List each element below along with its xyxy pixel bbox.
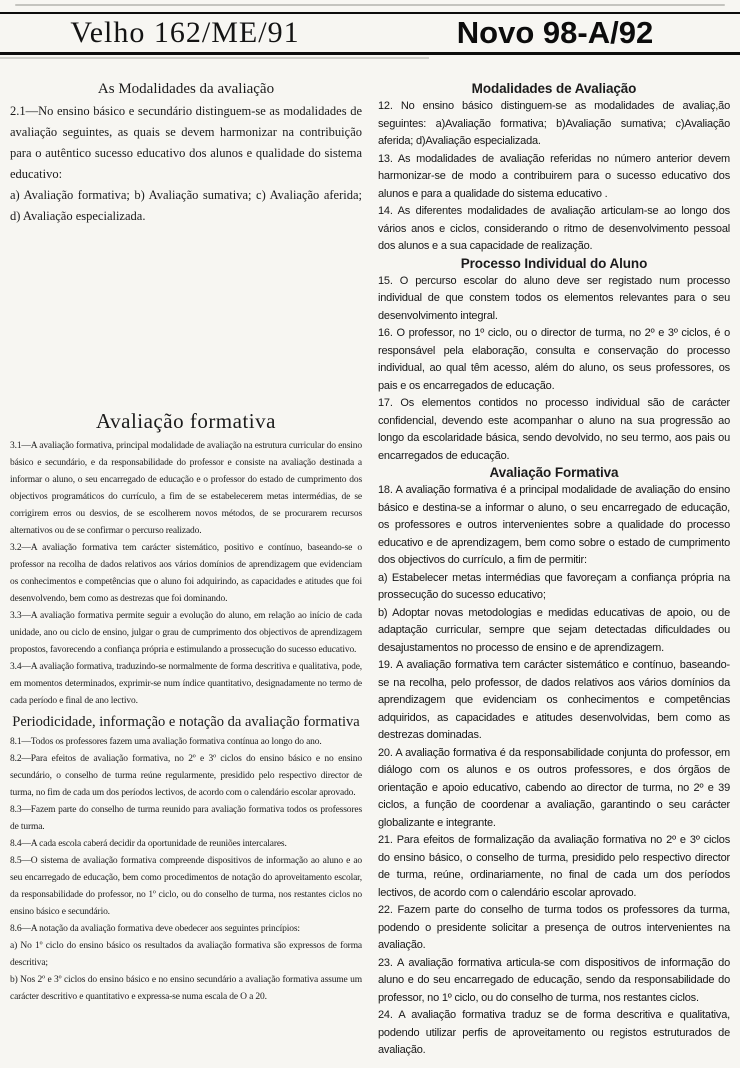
paragraph-2-1-alineas: a) Avaliação formativa; b) Avaliação sumativa; c) Avaliação aferida; d) Avaliação especializada. xyxy=(10,188,362,223)
old-regulation-column xyxy=(10,81,362,1060)
paragraph-3-1: 3.1—A avaliação formativa, principal modalidade de avaliação na estrutura curricular do ensino básico e secundário, e da responsabilidade do professor e consiste na avaliação destinada a informar o aluno, o seu encarregado de educação e o professor do estado de cumprimento dos objectivos programáticos do currículo, a fim de se estabelecerem metas intermédias, de se corrigirem erros ou desvios, de se escolherem novos métodos, de se procurarem recursos alternativos ou de se confirmar o percurso realizado. xyxy=(10,441,362,536)
paragraph-8-5: 8.5—O sistema de avaliação formativa compreende dispositivos de informação ao aluno e ao seu encarregado de educação, bem como procedimentos de notação do aproveitamento escolar, da responsabilidade do professor, no 1º ciclo, ou do conselho de turma, nos restantes ciclos no ensino básico e secundário. xyxy=(10,856,362,917)
paragraph-8-1: 8.1—Todos os professores fazem uma avaliação formativa contínua ao longo do ano. xyxy=(10,737,322,747)
paragraph-8-6-b: b) Nos 2º e 3º ciclos do ensino básico e no ensino secundário a avaliação formativa assume um carácter descritivo e quantitativo e expressa-se numa escala de O a 20. xyxy=(10,975,362,1002)
paragraph-2-1: 2.1—No ensino básico e secundário distinguem-se as modalidades de avaliação seguintes, as quais se devem harmonizar na contribuição para o autêntico sucesso educativo dos alunos e qualidade do sistema educativo: xyxy=(10,104,362,181)
scan-artifact-line xyxy=(0,57,429,59)
comparison-columns xyxy=(0,81,740,1060)
paragraph-20: 20. A avaliação formativa é da responsabilidade conjunta do professor, em diálogo com os alunos e os outros professores, e dos órgãos de orientação e apoio educativo, cabendo ao director de turma, no 2º e 39 ciclos, a função de coordenar a avaliação, garantindo o seu carácter globalizante e integrante. xyxy=(378,746,730,829)
paragraph-18-a: a) Estabelecer metas intermédias que favoreçam a confiança própria na prossecução do sucesso educativo; xyxy=(378,571,730,601)
new-regulation-column xyxy=(378,81,730,1060)
new-document-title: Novo 98-A/92 xyxy=(456,15,654,50)
paragraph-3-4: 3.4—A avaliação formativa, traduzindo-se normalmente de forma descritiva e qualitativa, pode, em momentos determinados, exprimir-se num índice quantitativo, designadamente no termo de cada período e final de ano lectivo. xyxy=(10,662,362,706)
section-heading-processo-individual: Processo Individual do Aluno xyxy=(460,255,648,271)
scan-artifact-line xyxy=(15,4,725,6)
paragraph-18-b: b) Adoptar novas metodologias e medidas educativas de apoio, ou de adaptação curricular, sempre que sejam detectadas dificuldades ou desajustamentos no processo de ensino e de aprendizagem. xyxy=(378,606,730,654)
paragraph-8-6: 8.6—A notação da avaliação formativa deve obedecer aos seguintes princípios: xyxy=(10,924,300,934)
section-heading-modalidades-new: Modalidades de Avaliação xyxy=(471,81,637,96)
section-heading-avaliacao-formativa-new: Avaliação Formativa xyxy=(489,465,619,480)
paragraph-24: 24. A avaliação formativa traduz se de forma descritiva e qualitativa, podendo utilizar perfis de aproveitamento ou registos estruturados de avaliação. xyxy=(378,1009,730,1056)
section-heading-modalidades-old: As Modalidades da avaliação xyxy=(97,81,275,97)
document-header xyxy=(0,0,740,59)
paragraph-8-4: 8.4—A cada escola caberá decidir da oportunidade de reuniões intercalares. xyxy=(10,839,287,849)
header-bottom-rule xyxy=(0,52,740,55)
paragraph-12: 12. No ensino básico distinguem-se as modalidades de avaliaç,ão seguintes: a)Avaliação formativa; b)Avaliação sumativa; c)Avaliação aferida; d)Avaliação especializada. xyxy=(378,100,730,147)
paragraph-23: 23. A avaliação formativa articula-se com dispositivos de informação do aluno e do seu encarregado de educação, sendo da responsabilidade do professor, no 1º ciclo, ou do conselho de turma, nos restantes ciclos. xyxy=(378,956,730,1004)
paragraph-3-3: 3.3—A avaliação formativa permite seguir a evolução do aluno, em relação ao início de cada unidade, ano ou ciclo de ensino, julgar o grau de cumprimento dos objectivos de aprendizagem propostos, favorecendo a confiança própria e estimulando a prossecução do sucesso educativo. xyxy=(10,611,362,655)
paragraph-18: 18. A avaliação formativa é a principal modalidade de avaliação do ensino básico e destina-se a informar o aluno, o seu encarregado de educação, os professores e outros intervenientes sobre a qualidade do processo educativo e de aprendizagem, bem como sobre o estado de cumprimento dos objectivos do currículo, a fim de permitir: xyxy=(378,484,730,566)
paragraph-22: 22. Fazem parte do conselho de turma todos os professores da turma, podendo o presidente solicitar a presença de outros intervenientes na avaliação. xyxy=(378,904,730,951)
paragraph-13: 13. As modalidades de avaliação referidas no número anterior devem harmonizar-se de modo a contribuirem para o sucesso educativo dos alunos e para a qualidade do sistema educativo . xyxy=(378,152,730,200)
paragraph-3-2: 3.2—A avaliação formativa tem carácter sistemático, positivo e contínuo, baseando-se o professor na recolha de dados relativos aos vários domínios de aprendizagem que evidenciam os conhecimentos e competências que o aluno foi adquirindo, as capacidades e atitudes que foi desenvolvendo, bem como as destrezas que foi dominando. xyxy=(10,543,362,604)
paragraph-15: 15. O percurso escolar do aluno deve ser registado num processo individual de que constem todos os elementos relevantes para o seu desenvolvimento integral. xyxy=(378,274,730,322)
paragraph-21: 21. Para efeitos de formalização da avaliação formativa no 2º e 3º ciclos do ensino básico, o conselho de turma, presidido pelo respectivo director de turma, reúne, ordinariamente, no final de cada um dos períodos lectivos, de acordo com o calendário escolar aprovado. xyxy=(378,834,730,899)
paragraph-8-2: 8.2—Para efeitos de avaliação formativa, no 2º e 3º ciclos do ensino básico e no ensino secundário, o conselho de turma reúne regularmente, presidido pelo respectivo director de turma, no fim de cada um dos períodos lectivos, de acordo com o calendário escolar aprovado. xyxy=(10,754,362,798)
paragraph-19: 19. A avaliação formativa tem carácter sistemático e contínuo, baseando-se na recolha, pelo professor, de dados relativos aos vários domínios da aprendizagem que evidenciam os conhecimentos e competências adquiridos, as capacidades e atitudes desenvolvidas, bem como as destrezas dominadas. xyxy=(378,659,730,741)
paragraph-16: 16. O professor, no 1º ciclo, ou o director de turma, no 2º e 3º ciclos, é o responsável pela elaboração, consulta e conservação do processo individual, ao qual têm acesso, além do aluno, os seus professores, os pais e os encarregados de educação. xyxy=(378,327,730,392)
section-heading-periodicidade: Periodicidade, informação e notação da avaliação formativa xyxy=(12,714,360,730)
paragraph-14: 14. As diferentes modalidades de avaliação articulam-se ao longo dos vários anos e ciclos, considerando o ritmo de desenvolvimento pessoal dos alunos e a sua capacidade de realização. xyxy=(378,205,730,252)
section-heading-avaliacao-formativa-old: Avaliação formativa xyxy=(96,409,276,433)
paragraph-8-6-a: a) No 1º ciclo do ensino básico os resultados da avaliação formativa são expressos de forma descritiva; xyxy=(10,941,362,968)
paragraph-17: 17. Os elementos contidos no processo individual são de carácter confidencial, devendo este acompanhar o aluno na sua progressão ao longo da escolaridade básica, sendo devolvido, no seu termo, aos pais ou encarregados de educação. xyxy=(378,397,730,462)
column-whitespace-gap xyxy=(10,227,362,409)
old-document-title: Velho 162/ME/91 xyxy=(70,16,300,49)
paragraph-8-3: 8.3—Fazem parte do conselho de turma reunido para avaliação formativa todos os professores de turma. xyxy=(10,805,362,832)
